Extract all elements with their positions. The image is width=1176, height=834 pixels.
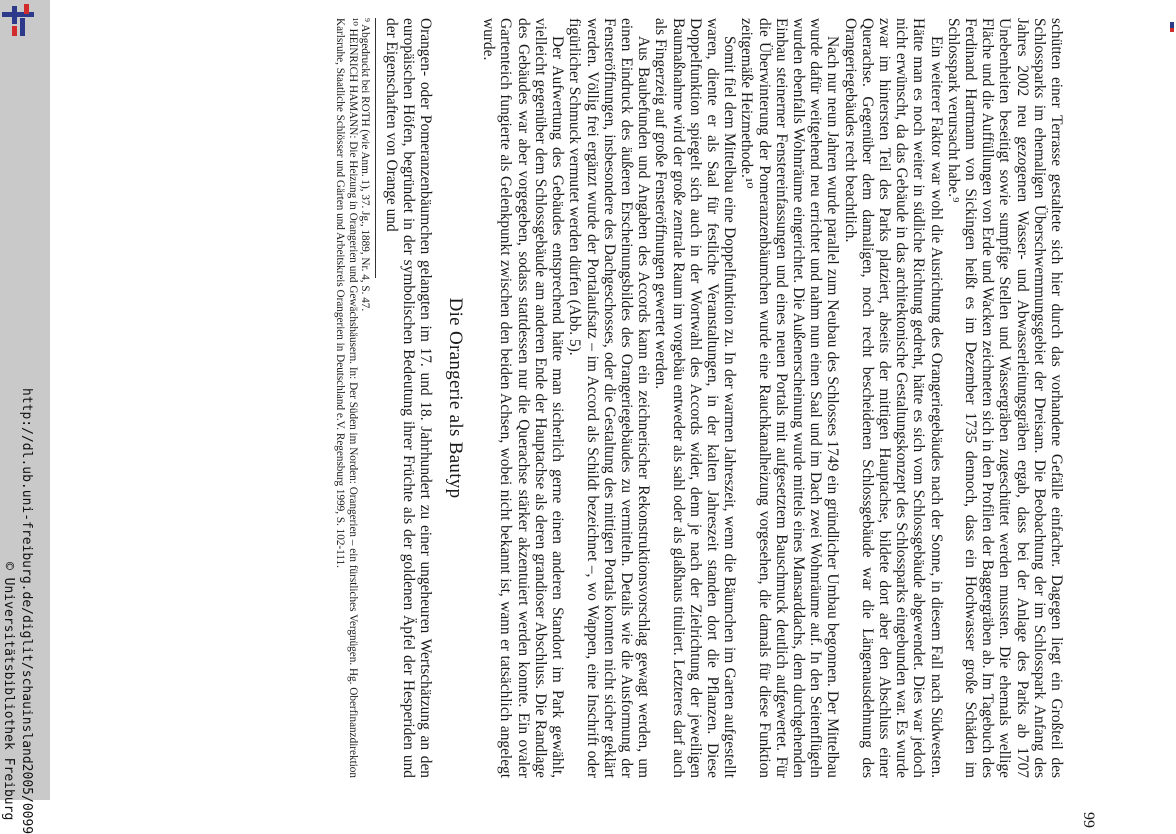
edge-mark-red-icon <box>1170 28 1174 32</box>
paragraph: schütten einer Terrasse gestaltete sich hier durch das vorhandene Gefälle einfacher. Dagegen liegt ein Großteil des Schlossparks im ehemaligen Überschwemmungsgebiet der Dreisam. Die Beobachtung der im Schlosspark Anfang des Jahres 2002 neu gezogenen Wasser- und Abwasserleitungsgräben ergab, dass bei der Anlage des Parks ab 1707 Unebenheiten beseitigt sowie sumpfige Stellen und Wassergräben zugeschüttet werden mussten. Die ehemals wellige Fläche und die Auffüllungen von Erde und Wacken zeichneten sich in den Profilen der Baggergräben ab. Im Tagebuch des Ferdinand Hartmann von Sickingen heißt es im Dezember 1735 dennoch, dass ein Hochwasser große Schäden im Schlosspark verursacht habe.⁹ <box>944 18 1065 778</box>
viewer-sidebar <box>0 0 50 834</box>
paragraph: Aus Baubefunden und Angaben des Accords kann ein zeichnerischer Rekonstruktionsvorschlag gewagt werden, um einen Eindruck des äußeren Erscheinungsbildes des Orangeriegebäudes zu vermitteln. Details wie die Ausformung der Fensteröffnungen, insbesondere des Dachgeschosses, oder die Gestaltung des mittigen Portals konnten nicht sicher geklärt werden. Völlig frei ergänzt wurde der Portalaufsatz – im Accord als Schildt bezeichnet –, wo Wappen, eine Inschrift oder figürlicher Schmuck vermutet werden dürfen (Abb. 5). <box>566 18 653 778</box>
page-number: 99 <box>1080 812 1097 828</box>
footnote: ⁹ Abgedruckt bei ROTH (wie Anm. 1), 37. Jg., 1889, Nr. 4, S. 47. <box>359 18 372 312</box>
paragraph: Somit fiel dem Mittelbau eine Doppelfunktion zu. In der warmen Jahreszeit, wenn die Bäumchen im Garten aufgestellt waren, diente er als Saal für festliche Veranstaltungen, in der kalten Jahreszeit standen dort die Pflanzen. Diese Doppelfunktion spiegelt sich auch in der Wortwahl des Accords wider, denn je nach der Zielrichtung der jeweiligen Baumaßnahme wird der große zentrale Raum im vorgebäu entweder als sahl oder als glaßhaus tituliert. Letzteres darf auch als Fingerzeig auf große Fensteröffnungen gewertet werden. <box>652 18 739 778</box>
body-text <box>334 18 1065 778</box>
section-heading: Die Orangerie als Bautyp <box>445 297 467 499</box>
source-url[interactable]: http://dl.ub.uni-freiburg.de/diglit/schauinsland2005/0099 <box>19 388 34 834</box>
paragraph: Nach nur neun Jahren wurde parallel zum Neubau des Schlosses 1749 ein gründlicher Umbau begonnen. Der Mittelbau wurde dafür weitgehend neu errichtet und nahm nun einen Saal und im Dach zwei Wohnräume auf. In den Seitenflügeln wurden ebenfalls Wohnräume eingerichtet. Die Außenerscheinung wurde mittels eines Mansarddachs, dem durchgehenden Einbau steinerner Fenstereinfassungen und eines neuen Portals mit aufgesetztem Bauschmuck deutlich aufgewertet. Für die Überwinterung der Pomeranzenbäumchen wurde eine Rauchkanalheizung vorgesehen, die damals für diese Funktion zeitgemäße Heizmethode.¹⁰ <box>738 18 842 778</box>
footnote-divider <box>375 18 376 278</box>
paragraph: Der Aufwertung des Gebäudes entsprechend hätte man sicherlich gerne einen anderen Standort im Park gewählt, vielleicht gegenüber dem Schlossgebäude am anderen Ende der Hauptachse als deren grandioser Abschluss. Die Randlage des Gebäudes war aber vorgegeben, sodass stattdessen nur die Querachse stärker akzentuiert werden konnte. Ein ovaler Gartenteich fungierte als Gelenkpunkt zwischen den beiden Achsen, wobei nicht bekannt ist, wann er tatsächlich angelegt wurde. <box>480 18 567 778</box>
paragraph: Ein weiterer Faktor war wohl die Ausrichtung des Orangeriegebäudes nach der Sonne, in diesem Fall nach Südwesten. Hätte man es noch weiter in südliche Richtung gedreht, hätte es sich vom Schlossgebäude abgewendet. Dies war jedoch nicht erwünscht, da das Gebäude in das architektonische Gestaltungskonzept des Schlossparks eingebunden war. Es wurde zwar im hintersten Teil des Parks platziert, abseits der mittigen Hauptachse, bildete dort aber den Abschluss einer Querachse. Gegenüber dem damaligen, noch recht bescheidenen Schlossgebäude war die Längenausdehnung des Orangeriegebäudes recht beachtlich. <box>841 18 945 778</box>
ub-freiburg-logo-icon[interactable] <box>2 4 42 44</box>
scanned-page <box>265 18 1097 828</box>
copyright-notice: © Universitätsbibliothek Freiburg <box>1 562 16 821</box>
paragraph: Orangen- oder Pomeranzenbäumchen gelangten im 17. und 18. Jahrhundert zu einer ungeheuren Wertschätzung an den europäischen Höfen, begründet in der symbolischen Bedeutung ihrer Früchte als der goldenen Äpfel der Hesperiden und der Eigenschaften von Orange und <box>382 18 435 778</box>
footnote: ¹⁰ HEINRICH HAMANN: Die Heizung in Orangerien und Gewächshäusern. In: Der Süden im Norden: Orangerien – ein fürstliches Vergnügen. Hg. Oberfinanzdirektion Karlsruhe, Staatliche Schlösser und Gärten und Arbeitskreis Orangerien in Deutschland e.V. Regensburg 1999, S. 102-111. <box>334 18 359 778</box>
